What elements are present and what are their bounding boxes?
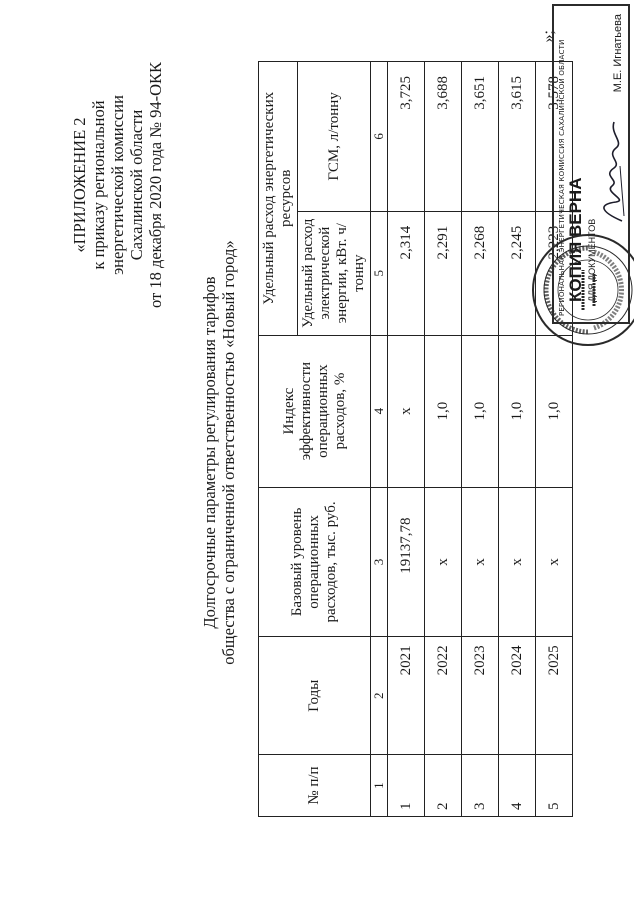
row-electricity: 2,245 (499, 211, 536, 335)
appendix-line-1: «ПРИЛОЖЕНИЕ 2 (70, 117, 89, 253)
header-efficiency-index: Индекс эффективности операционных расходов, % (259, 335, 371, 487)
header-num: № п/п (259, 755, 371, 817)
row-electricity: 2,268 (462, 211, 499, 335)
row-num: 3 (462, 755, 499, 817)
row-fuel: 3,725 (388, 62, 425, 212)
column-number: 6 (371, 62, 388, 212)
header-energy-group: Удельный расход энергетических ресурсов (259, 62, 298, 336)
row-fuel: 3,651 (462, 62, 499, 212)
certification-stamp (548, 0, 634, 330)
stamp-organization: РЕГИОНАЛЬНАЯ ЭНЕРГЕТИЧЕСКАЯ КОМИССИЯ САХАЛИНСКОЙ ОБЛАСТИ (558, 39, 566, 316)
title-line-2: общества с ограниченной ответственностью «Новый город» (219, 240, 238, 665)
row-efficiency-index: 1,0 (462, 335, 499, 487)
closing-quote: »; (540, 30, 557, 43)
stamp-signatory-name: М.Е. Игнатьева (612, 14, 624, 93)
table-row (425, 62, 462, 817)
table-row (462, 62, 499, 817)
row-electricity: 2,314 (388, 211, 425, 335)
row-electricity: 2,291 (425, 211, 462, 335)
row-num: 5 (536, 755, 573, 817)
header-electricity: Удельный расход электрической энергии, кВт. ч/тонну (298, 211, 371, 335)
row-year: 2023 (462, 637, 499, 755)
column-number: 4 (371, 335, 388, 487)
tariff-parameters-table (258, 61, 573, 817)
column-number: 3 (371, 487, 388, 637)
stamp-docs-label: ДЛЯ ДОКУМЕНТОВ (587, 218, 597, 302)
row-year: 2025 (536, 637, 573, 755)
column-number: 2 (371, 637, 388, 755)
header-base-level: Базовый уровень операционных расходов, тыс. руб. (259, 487, 371, 637)
signature-icon (594, 116, 630, 226)
appendix-line-4: Сахалинской области (127, 109, 146, 261)
header-year: Годы (259, 637, 371, 755)
document-title (200, 0, 238, 905)
row-fuel: 3,615 (499, 62, 536, 212)
row-efficiency-index: 1,0 (425, 335, 462, 487)
appendix-header (70, 40, 165, 330)
appendix-line-5: от 18 декабря 2020 года № 94-ОКК (146, 61, 165, 309)
appendix-line-2: к приказу региональной (89, 100, 108, 270)
stamp-title: КОПИЯ ВЕРНА (566, 177, 585, 302)
row-num: 1 (388, 755, 425, 817)
row-efficiency-index: 1,0 (536, 335, 573, 487)
row-fuel: 3,578 (536, 62, 573, 212)
row-base-level: х (536, 487, 573, 637)
column-number: 5 (371, 211, 388, 335)
row-base-level: х (499, 487, 536, 637)
table-row (388, 62, 425, 817)
row-year: 2024 (499, 637, 536, 755)
title-line-1: Долгосрочные параметры регулирования тарифов (200, 276, 219, 629)
row-year: 2022 (425, 637, 462, 755)
row-base-level: 19137,78 (388, 487, 425, 637)
row-num: 2 (425, 755, 462, 817)
row-fuel: 3,688 (425, 62, 462, 212)
round-seal-icon (528, 230, 634, 350)
column-number: 1 (371, 755, 388, 817)
row-efficiency-index: 1,0 (499, 335, 536, 487)
row-year: 2021 (388, 637, 425, 755)
row-electricity: 2,223 (536, 211, 573, 335)
column-number-row (371, 62, 388, 817)
row-base-level: х (462, 487, 499, 637)
row-num: 4 (499, 755, 536, 817)
header-fuel: ГСМ, л/тонну (298, 62, 371, 212)
row-base-level: х (425, 487, 462, 637)
appendix-line-3: энергетической комиссии (108, 95, 127, 275)
row-efficiency-index: х (388, 335, 425, 487)
table-row (499, 62, 536, 817)
